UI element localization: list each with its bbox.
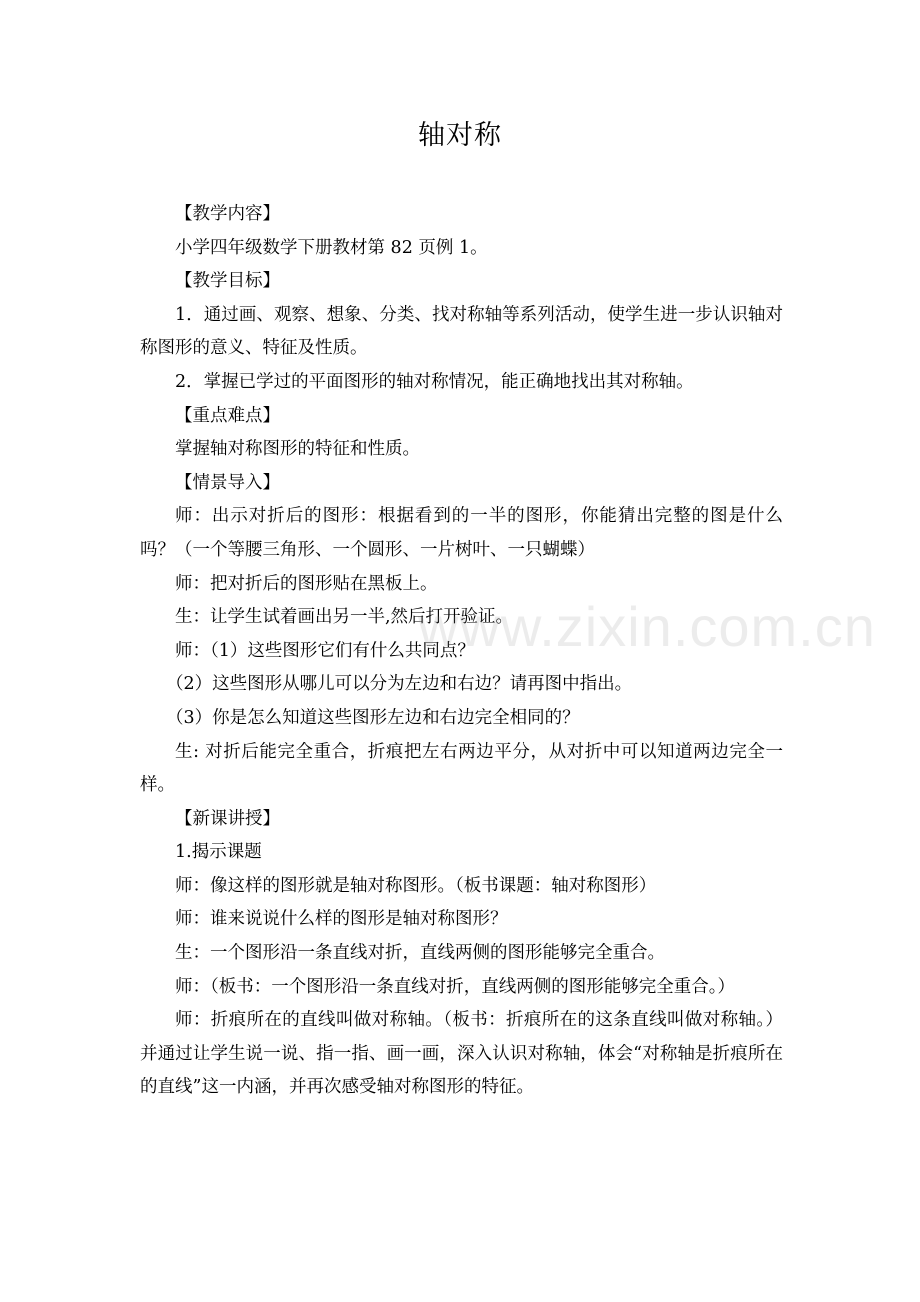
paragraph: 师：（板书：一个图形沿一条直线对折，直线两侧的图形能够完全重合。） xyxy=(175,976,735,997)
paragraph: 生：让学生试着画出另一半,然后打开验证。 xyxy=(175,607,514,628)
paragraph: 小学四年级数学下册教材第 82 页例 1。 xyxy=(175,237,488,258)
paragraph: 师：出示对折后的图形：根据看到的一半的图形，你能猜出完整的图是什么吗？（一个等腰三角形、一个圆形、一片树叶、一只蝴蝶） xyxy=(140,506,783,560)
paragraph: 师：像这样的图形就是轴对称图形。（板书课题：轴对称图形） xyxy=(175,875,657,896)
paragraph: 生: 对折后能完全重合，折痕把左右两边平分，从对折中可以知道两边完全一样。 xyxy=(140,741,783,796)
paragraph: 生：一个图形沿一条直线对折，直线两侧的图形能够完全重合。 xyxy=(175,943,665,964)
paragraph: 师：折痕所在的直线叫做对称轴。（板书：折痕所在的这条直线叫做对称轴。）并通过让学生说一说、指一指、画一画，深入认识对称轴，体会“对称轴是折痕所在的直线”这一内涵，并再次感受轴对称图形的特征。 xyxy=(140,1010,783,1098)
paragraph: 1.揭示课题 xyxy=(175,842,262,863)
section-heading-new-lesson: 【新课讲授】 xyxy=(175,808,280,829)
section-heading-content: 【教学内容】 xyxy=(175,204,280,224)
document-title: 轴对称 xyxy=(418,120,502,151)
watermark: www.zixin.com.cn xyxy=(418,595,876,658)
section-heading-key-points: 【重点难点】 xyxy=(175,405,280,426)
paragraph: 师：（1）这些图形它们有什么共同点？ xyxy=(175,640,475,661)
paragraph: 师：把对折后的图形贴在黑板上。 xyxy=(175,573,438,594)
paragraph: （2）这些图形从哪儿可以分为左边和右边？请再图中指出。 xyxy=(166,674,633,695)
paragraph: （3）你是怎么知道这些图形左边和右边完全相同的？ xyxy=(166,707,580,728)
paragraph: 掌握轴对称图形的特征和性质。 xyxy=(175,439,420,460)
section-heading-objectives: 【教学目标】 xyxy=(175,271,280,292)
section-heading-introduction: 【情景导入】 xyxy=(175,472,280,493)
document-body xyxy=(140,198,783,1105)
paragraph: 1．通过画、观察、想象、分类、找对称轴等系列活动，使学生进一步认识轴对称图形的意义、特征及性质。 xyxy=(140,304,783,359)
paragraph: 2．掌握已学过的平面图形的轴对称情况，能正确地找出其对称轴。 xyxy=(175,371,694,392)
paragraph: 师：谁来说说什么样的图形是轴对称图形？ xyxy=(175,909,508,930)
